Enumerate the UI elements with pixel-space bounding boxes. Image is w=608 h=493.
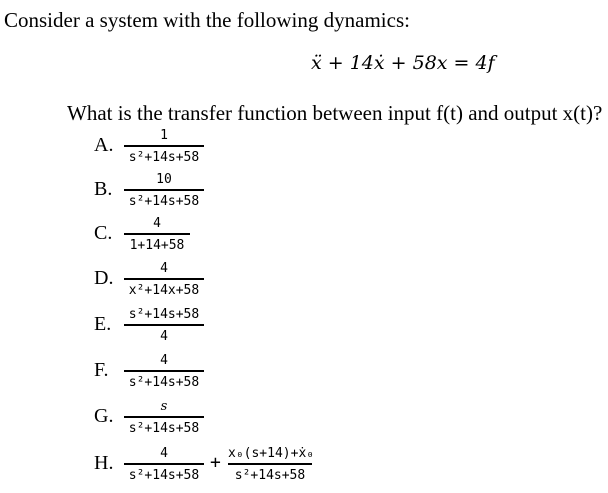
numerator: s²+14s+58 <box>128 307 200 322</box>
fraction-bar <box>124 324 204 326</box>
fraction <box>124 216 190 253</box>
fraction <box>124 446 204 483</box>
problem-intro: Consider a system with the following dynamics: <box>4 8 410 32</box>
option-letter: H. <box>94 452 114 474</box>
fraction <box>124 261 204 298</box>
denominator: s²+14s+58 <box>128 374 200 390</box>
numerator: 1 <box>160 128 168 143</box>
option-letter: A. <box>94 134 114 156</box>
option-b[interactable] <box>94 172 334 216</box>
fraction <box>124 307 204 344</box>
option-h[interactable] <box>94 446 334 490</box>
numerator: s <box>160 399 168 414</box>
fraction-bar <box>228 463 312 465</box>
numerator: 4 <box>160 446 168 461</box>
option-c[interactable] <box>94 216 334 260</box>
fraction-bar <box>124 416 204 418</box>
denominator: 1+14+58 <box>129 237 185 253</box>
denominator: s²+14s+58 <box>234 467 306 483</box>
denominator: x²+14x+58 <box>128 282 200 298</box>
fraction-bar <box>124 145 204 147</box>
numerator: 4 <box>160 261 168 276</box>
denominator: s²+14s+58 <box>128 420 200 436</box>
fraction-bar <box>124 233 190 235</box>
fraction-bar <box>124 370 204 372</box>
option-letter: F. <box>94 359 109 381</box>
option-letter: C. <box>94 222 113 244</box>
fraction <box>124 128 204 165</box>
option-a[interactable] <box>94 128 334 172</box>
fraction <box>124 172 204 209</box>
denominator: s²+14s+58 <box>128 193 200 209</box>
fraction-bar <box>124 278 204 280</box>
numerator: 4 <box>153 216 161 231</box>
fraction <box>124 353 204 390</box>
option-f[interactable] <box>94 353 334 397</box>
fraction <box>124 399 204 436</box>
numerator: 4 <box>160 353 168 368</box>
option-g[interactable] <box>94 399 334 443</box>
option-letter: G. <box>94 405 114 427</box>
dynamics-equation: ẍ + 14ẋ + 58x = 4f <box>311 52 495 74</box>
option-letter: E. <box>94 313 112 335</box>
option-letter: D. <box>94 267 114 289</box>
numerator: x₀(s+14)+ẋ₀ <box>228 446 315 461</box>
fraction-bar <box>124 189 204 191</box>
option-d[interactable] <box>94 261 334 305</box>
option-e[interactable] <box>94 307 334 351</box>
fraction-initial-conditions <box>228 446 315 483</box>
plus-sign: + <box>210 452 221 473</box>
denominator: s²+14s+58 <box>128 149 200 165</box>
fraction-bar <box>124 463 204 465</box>
question-text: What is the transfer function between input f(t) and output x(t)? <box>67 101 603 125</box>
denominator: 4 <box>160 328 168 344</box>
numerator: 10 <box>156 172 172 187</box>
denominator: s²+14s+58 <box>128 467 200 483</box>
option-letter: B. <box>94 178 113 200</box>
